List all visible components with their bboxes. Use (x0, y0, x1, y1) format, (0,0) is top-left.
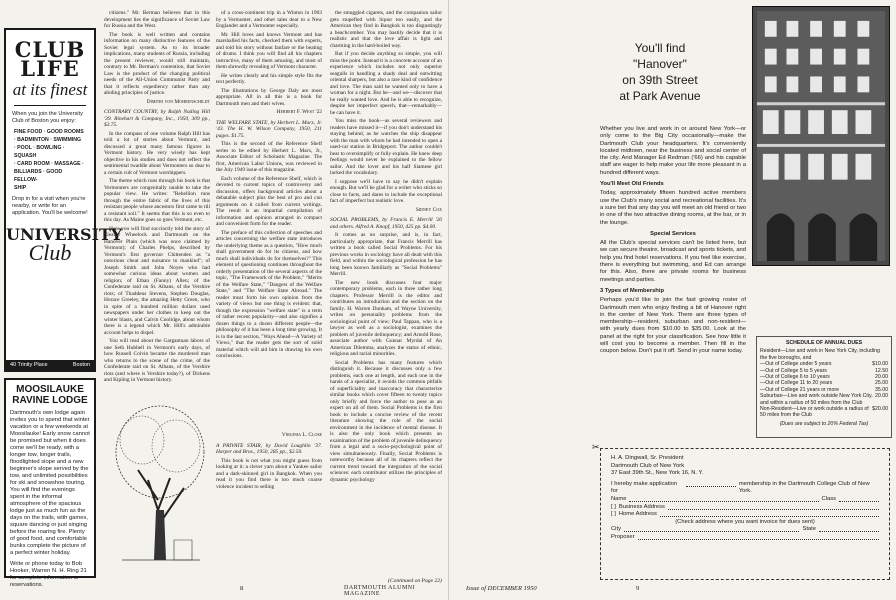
column-2-lower (216, 432, 322, 578)
dues-amount: $20.00 (872, 406, 888, 413)
col3b-p0: It comes as no surprise, and is, in fact, particularly appropriate, that Francis Merrill has written a book called Social Problems. For his previous works in sociology have all dealt with this field, and within the sociological profession he has long been known familiarly as "Social Problems" Merrill. (330, 232, 442, 277)
membership-type-field[interactable] (686, 481, 736, 487)
dues-amount: 25.00 (875, 380, 888, 387)
col3-p2: You miss the book—as several reviewers and readers have missed it—if you don't understand his staying behind, as he watches the ship disappear with the man with whom he had intended to open a used-car station in Bridgeport. The author couldn't bear to oversimplify or fully explain. He knew deep feelings would never be explained to the fellow sailor. And the lover and his half Siamese girl lacked the vocabulary. (330, 118, 442, 176)
col1-p1: The book is well written and contains information on many distinctive features of the Soviet legal system. As to its broader implications, many students of Russia, including the present reviewer, would still maintain, contrary to Mr. Berman's contention, that Soviet Law is the product of the changing political needs of the All-Union Communist Party and that it reflects expediency rather than any abiding principles of justice. (104, 31, 210, 96)
club-address-bar (6, 360, 94, 370)
hanover-headline (600, 40, 720, 104)
column-2 (216, 10, 322, 428)
university-word: UNIVERSITY (6, 225, 123, 244)
col2-p1: Mr. Hill loves and knows Vermont and has marshalled his facts, checked them with experts, and told his story without fanfare or the beating of drums. I think you will find all his chapters instructive, many of them amusing, and most of them shrewdly revealing of Vermont character. (216, 31, 322, 70)
at-its-finest: at its finest (12, 80, 88, 99)
col1b-p2: Here you will find succinctly told the story of Eleazar Wheelock and Dartmouth on the Hanover Plain (which was once claimed by Vermont); of Charles Phelps, described by Vermont's first governor Chittenden as "a notorious cheat and nuisance to mankind"; of Joseph Smith and John Noyes who had somewhat curious ideas about women and religion; of Ethan (Fanny) Allen; of the Confederate raid on St. Albans, of the Vershire riots; of Thaddeus Stevens, Stephen Douglas, Horace Greeley, the amazing Hetty Green, who in spite of a hundred million dollars used newspapers under her clothes to keep out the winter blasts, and Calvin Coolidge, about whom there is a legend which Mr. Hill's admirable account helps to dispel. (104, 225, 210, 336)
col3b-p2: Social Problems has many features which distinguish it. Because it discusses only a few problems, each one at length, and each one in the hands of a specialist, it avoids the common pitfalls of superficiality and inaccuracy that characterize similar books which cover fifteen to twenty topics only briefly and force the author to pose as an expert on all of them. Social Problems is the first book to include a concise review of the recent literature showing the role of the social environment in the incidence of mental disease. It is also the only book which presents an examination of the problem of juvenile delinquency from a legal and a socio-psychological point of view simultaneously. Finally, Social Problems is noteworthy because all of its chapters reflect the current trend toward the integration of the social sciences: each contributor utilizes the principles of dynamic psychology (330, 359, 442, 483)
club-invite: Drop in for a visit when you're nearby, or write for an application. You'll be welcome! (12, 196, 88, 216)
life-word: LIFE (20, 56, 80, 81)
club-script: Club (28, 240, 72, 265)
dues-label: Non-Resident—Live or work outside a radius of 50 miles from the Club (760, 406, 869, 419)
apply-text-2: membership in the Dartmouth College Club of New York. (738, 480, 870, 495)
headline-line-4: at Park Avenue (619, 89, 701, 103)
dues-label: Suburban—Live and work outside New York City, and within a radius of 50 miles from the Club (760, 393, 873, 406)
check-note: (Check address where you want invoice for dues sent) (675, 518, 815, 525)
city-label: City (611, 526, 621, 533)
proposer-field[interactable] (638, 534, 879, 540)
review-heading-social-problems: SOCIAL PROBLEMS, by Francis E. Merrill '26 and others. Alfred A. Knopf, 1950, 425 pp. $4.00. (330, 217, 442, 230)
moosilauke-ad (4, 378, 96, 588)
col2b-p1: Each volume of the Reference Shelf, which is devoted to current topics of controversy and discussion, offers background articles about a debatable subject plus the best of pro and con arguments on it culled from current writings. The result is an impartial compilation of information and opinion arranged in compact and convenient form for the reader. (216, 175, 322, 227)
home-line (611, 511, 879, 519)
issue-label: Issue of DECEMBER 1950 (466, 585, 537, 592)
business-label: Business Address (618, 503, 665, 510)
review-heading-welfare-state: THE WELFARE STATE, by Herbert L. Marx, Jr. '43. The H. W. Wilson Company, 1950, 211 pages. $1.75. (216, 119, 322, 139)
signature-2: Herbert F. West '22 (276, 109, 322, 115)
club-building-photo (752, 6, 890, 266)
name-label: Name (611, 495, 627, 502)
col2-p2: He writes clearly and his simple style fits the text perfectly. (216, 72, 322, 85)
amenity-1: · BADMINTON · SWIMMING (14, 137, 82, 143)
column-3 (330, 10, 442, 580)
dues-amount: 20.00 (875, 393, 888, 400)
col1b-p3: You will read about the Gargantuan labors of one Seth Hubbell in Vermont's early days, of how Russell Colvin became the murdered man who returns to the scene of the crime, of the Confederate raid on St. Albans, of the Vershire riots (and where is Vershire today?), of Dickens and Kipling in Vermont history. (104, 338, 210, 383)
class-field[interactable] (839, 496, 879, 502)
business-address-field[interactable] (668, 504, 879, 510)
dues-label: —Out of College 21 years or more (760, 386, 840, 393)
col1-p0: citizens." Mr. Berman believes that in this development lies the significance of Soviet Law for Russia and the West. (104, 10, 210, 29)
home-checkbox[interactable]: [ ] (611, 511, 616, 518)
business-line (611, 504, 879, 512)
dues-label: —Out of College 5 to 5 years (760, 367, 827, 374)
coupon-to-2: Dartmouth Club of New York (611, 462, 685, 469)
proposer-label: Proposer (611, 533, 635, 540)
dues-label: —Out of College 11 to 20 years (760, 380, 833, 387)
dues-schedule (756, 336, 892, 438)
moosilauke-body: Dartmouth's own lodge again invites you to spend that winter vacation or a few weekends at Moosilauke! Early snow cannot be promised but when it does come we'll be ready, with a longer tow, longer trails, floodlighted slope and a new beginner's slope served by the tow, and unlimited possibilities for ski and snowshoe touring. You will find the evenings spent in the informal atmosphere of the spacious lodge just as much fun as the days on the trails, with games, square dancing or just singing before the roaring fire. Plenty of good food, and comfortable bunks complete the picture of a perfect winter holiday. (10, 410, 90, 556)
old-friends-text: Today, approximately fifteen hundred active members use the Club's many social and recreational facilities. It's a sure bet that any day you will meet an old friend or two in one of the two attractive dining rooms, at the bar, or in the lounge. (600, 190, 746, 226)
signature-1: Dimitri von Mohrenschildt (146, 98, 210, 105)
dues-title: SCHEDULE OF ANNUAL DUES (785, 340, 863, 346)
continued-note: (Continued on Page 22) (388, 578, 442, 584)
state-label: State (802, 526, 816, 533)
membership-text: Perhaps you'd like to join the fast growing roster of Dartmouth men who enjoy finding a bit of Hanover right in the center of New York. There are three types of membership—resident, suburban and non-resident—with yearly dues from $10.00 to $35.00. Look at the panel at the right for your classification. See how little it will cost you to become a member. Then fill in the coupon below. Don't put it off. Send in your name today. (600, 297, 746, 355)
dues-amount: 12.50 (875, 367, 888, 374)
moosilauke-write: Write or phone today to Bob Hooker, Warren N. H. Ring 21 for complete information or reservations. (10, 561, 87, 588)
coupon-to-1: H. A. Dingwall, Sr. President (611, 455, 684, 461)
membership-coupon (600, 448, 890, 580)
col1b-p0: In the compass of one volume Ralph Hill has told a lot of stories about Vermont, and discussed a great many famous figures in Vermont history. He very wisely has kept objective in his studies and does not reflect the sentimental twaddle about Vermonters so dear to a certain cult of Vermont worshippers. (104, 130, 210, 176)
amenity-3: · CARD ROOM · MASSAGE · (14, 161, 84, 167)
club-city: Boston (72, 362, 90, 368)
amenity-0: FINE FOOD · GOOD ROOMS (14, 129, 84, 135)
tree-illustration (112, 400, 208, 570)
review-heading-private-stair: A PRIVATE STAIR, by David Loughlin '37. Harper and Bros., 1950, 285 pp., $2.50. (216, 442, 322, 455)
club-word: CLUB (14, 37, 86, 62)
heading-old-friends: You'll Meet Old Friends (600, 181, 664, 188)
dues-amount: $10.00 (872, 361, 888, 368)
headline-line-3: on 39th Street (622, 73, 698, 87)
dues-amount: 20.00 (875, 374, 888, 381)
proposer-line (611, 534, 879, 542)
dues-note: (Dues are subject to 20% Federal Tax) (779, 420, 869, 427)
col3-p3: I suppose we'll have to say he didn't explain enough. But we'll be glad for a writer who sticks so close to facts, and dares to include the exceptional fact of imperfect but realistic love. (330, 178, 442, 204)
dues-row (760, 406, 888, 419)
coupon-to-3: 37 East 39th St., New York 16, N. Y. (611, 470, 704, 477)
city-field[interactable] (624, 526, 799, 532)
dues-row (760, 393, 888, 406)
col3-p1: But if you decide anything so simple, you will miss the point. Instead it is a concrete account of an experience which includes not only superior seagulls in handling a shady deal and outwitting oriental sharpers, but also a rare kind of confidence and love. The man said he wanted only to have a woman for a night. But he—and we—discover that he really wanted love. And he is able to recognize, despite her imperfect speech, that—remarkably—he can have it. (330, 51, 442, 116)
apply-text: I hereby make application for (611, 480, 678, 495)
col2-p3: The illustrations by George Daly are most appropriate. All in all this is a book for Dartmouth men and their wives. (216, 87, 322, 107)
city-line (611, 526, 879, 534)
club-address: 40 Trinity Place (10, 362, 48, 368)
heading-membership: 3 Types of Membership (600, 287, 664, 294)
dues-row (760, 348, 888, 361)
home-address-field[interactable] (660, 511, 879, 517)
headline-line-2: "Hanover" (633, 57, 687, 71)
col3b-p1: The new book discusses four major contemporary problems, each in three rather long chapters. Professor Merrill is the editor and contributes an introduction and the section on the family. H. Warren Dunham, of Wayne University, writes on personality problems from the sociological point of view; Paul Tappan, who is a lawyer as well as a sociologist, examines the problem of juvenile delinquency; and Arnold Rose, associate author with Gunnar Myrdal of An American Dilemma, analyzes the status of ethnic, religious and racial minorities. (330, 279, 442, 357)
special-services-text: All the Club's special services can't be listed here, but we can secure theatre, broadcast and sports tickets, and help you find hotel reservations. If you feel like exercise, there is everything but swimming, and Ed can arrange for this. Also, there are private rooms for business meetings and parties. (600, 240, 746, 283)
amenity-5: SHIP (14, 185, 27, 191)
state-field[interactable] (819, 526, 879, 532)
hanover-text-col1 (600, 126, 746, 356)
class-label: Class (821, 495, 836, 502)
university-club-ad (4, 28, 123, 372)
dues-label: —Out of College 6 to 10 years (760, 374, 830, 381)
hanover-intro: Whether you live and work in or around New York—or only come to the Big City occasionally—make the Dartmouth Club your headquarters. It's conveniently located midtown, near the business and social center of the city. And Manager Ed Redman ('66) and his capable staff are eager to help make your life more pleasant in a hundred different ways. (600, 126, 746, 176)
col2b-p2: The preface of this collection of speeches and articles concerning the welfare state introduces the underlying theme as a question, "How much shall government do for its citizens, and how much shall individuals do for themselves?" This element of questioning continues throughout the orderly presentation of the several aspects of the topic, "The Framework of the Problem," "Merits of the Welfare State," "Dangers of the Welfare State," and "The Welfare State Abroad." The reader must form his own opinion from the variety of views but one thing is evident: that, though the expression "welfare state" is a term of rather recent popularity—and also signifies a dozen things to a dozen different people—the philosophy of it has been a long time growing. It is in the last section, "Ways Ahead—A Variety of Views," that the reader gets the sort of solid material which will aid him in drawing his own conclusions. (216, 229, 322, 359)
name-field[interactable] (629, 496, 818, 502)
name-line (611, 496, 879, 504)
dues-amount: 35.00 (875, 386, 888, 393)
review-heading-contrary-country: CONTRARY COUNTRY, by Ralph Nading Hill '39. Rinehart & Company, Inc., 1950, 309 pp., $3.75. (104, 109, 210, 128)
apply-line (611, 481, 879, 496)
dues-label: —Out of College under 5 years (760, 361, 832, 368)
home-label: Home Address (618, 511, 657, 518)
col2-p0: of a cross-continent trip in a Winton in 1903 by a Vermonter, and other tales dear to a New Englander and a Vermonter especially. (216, 10, 322, 29)
scissors-icon: ✂ (592, 442, 600, 452)
headline-line-1: You'll find (634, 41, 686, 55)
col2b-p0: This is the second of the Reference Shelf series to be edited by Herbert L. Marx, Jr., Associate Editor of Scholastic Magazine. The first, American Labor Unions, was reviewed in the July 1949 issue of this magazine. (216, 141, 322, 173)
page-number-left: 8 (240, 585, 244, 592)
page-number-right: 9 (636, 585, 640, 592)
col2c-p0: This book is not what you might guess from looking at it: a clever yarn about a Yankee sailor and a dark-skinned girl in Bangkok. When you read it you find there is too much coarse violence incident to selling (216, 457, 322, 490)
col1b-p1: The theme which runs through his book is that Vermonters are congenitally unable to take the popular view. He writes: "Rebellion runs through the entire fabric of the lives of this resistant people whose ancestors first came to till a resistant soil." It seems that this is so even to this day. As Maine goes so goes Vermont, etc. (104, 178, 210, 223)
club-intro: When you join the University Club of Boston you enjoy: (12, 111, 83, 124)
magazine-title: DARTMOUTH ALUMNI MAGAZINE (344, 585, 416, 597)
signature-4: Sidney Cox (415, 206, 442, 213)
dues-label: Resident—Live and work in New York City, including the five boroughs, and (760, 348, 880, 361)
col3-p0: the smuggled cigarets, and the companion sailor gets stupefied with liquor too easily, and the American they find in Bangkok is too disgustingly a beachcomber. You may hastily decide that it is realistic and that the love affair is light and charming in the hard-boiled way. (330, 10, 442, 49)
moosilauke-title: MOOSILAUKE RAVINE LODGE (12, 384, 88, 406)
amenity-4: BILLIARDS · GOOD FELLOW- (14, 169, 63, 183)
business-checkbox[interactable]: [ ] (611, 503, 616, 510)
heading-special-services: Special Services (650, 230, 696, 237)
signature-3: Virginia L. Close (281, 432, 322, 438)
amenity-2: · POOL · BOWLING · SQUASH (14, 145, 65, 159)
